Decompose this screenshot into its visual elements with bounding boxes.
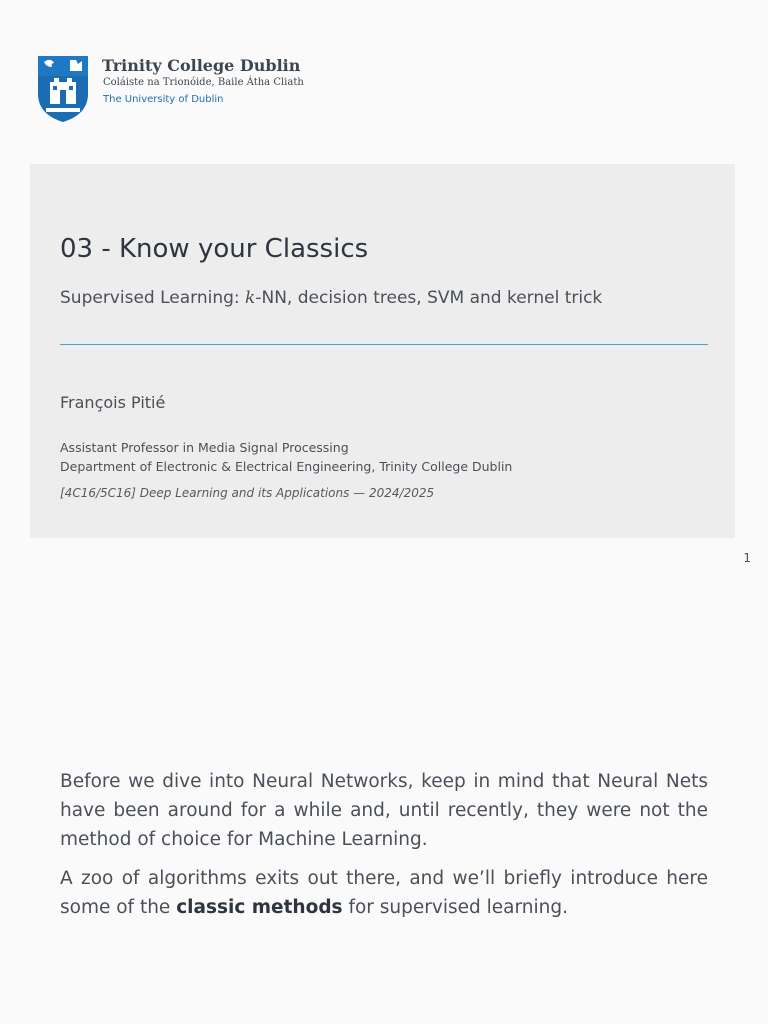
subtitle-suffix: -NN, decision trees, SVM and kernel trick: [255, 288, 603, 308]
institution-logo: [36, 54, 336, 126]
paragraph-2: [60, 864, 708, 922]
affiliation-line-2: Department of Electronic & Electrical Engineering, Trinity College Dublin: [60, 459, 513, 474]
institution-university: The University of Dublin: [103, 94, 224, 105]
slide-subtitle: [60, 288, 602, 308]
title-panel: [30, 164, 735, 538]
university-crest-icon: [36, 54, 90, 124]
slide-body: [60, 767, 708, 932]
subtitle-k-symbol: k: [245, 288, 256, 308]
slide-title: 03 - Know your Classics: [60, 234, 369, 264]
affiliation-line-1: Assistant Professor in Media Signal Processing: [60, 440, 349, 455]
subtitle-prefix: Supervised Learning:: [60, 288, 246, 308]
course-info: [4C16/5C16] Deep Learning and its Applications — 2024/2025: [60, 486, 435, 500]
paragraph-1: Before we dive into Neural Networks, keep in mind that Neural Nets have been around for a while and, until recently, they were not the method of choice for Machine Learning.: [60, 771, 708, 850]
title-divider: [60, 344, 708, 345]
institution-name: Trinity College Dublin: [102, 56, 301, 75]
paragraph-2-emphasis: classic methods: [176, 897, 343, 918]
institution-irish-name: Coláiste na Trionóide, Baile Átha Cliath: [103, 77, 304, 88]
author-affiliation: [60, 438, 512, 476]
author-name: François Pitié: [60, 393, 166, 412]
page-number: 1: [743, 551, 751, 565]
paragraph-2-prefix: A zoo of algorithms exits out there, and we’ll briefly introduce here some of the: [60, 868, 708, 918]
paragraph-2-suffix: for supervised learning.: [342, 897, 568, 918]
